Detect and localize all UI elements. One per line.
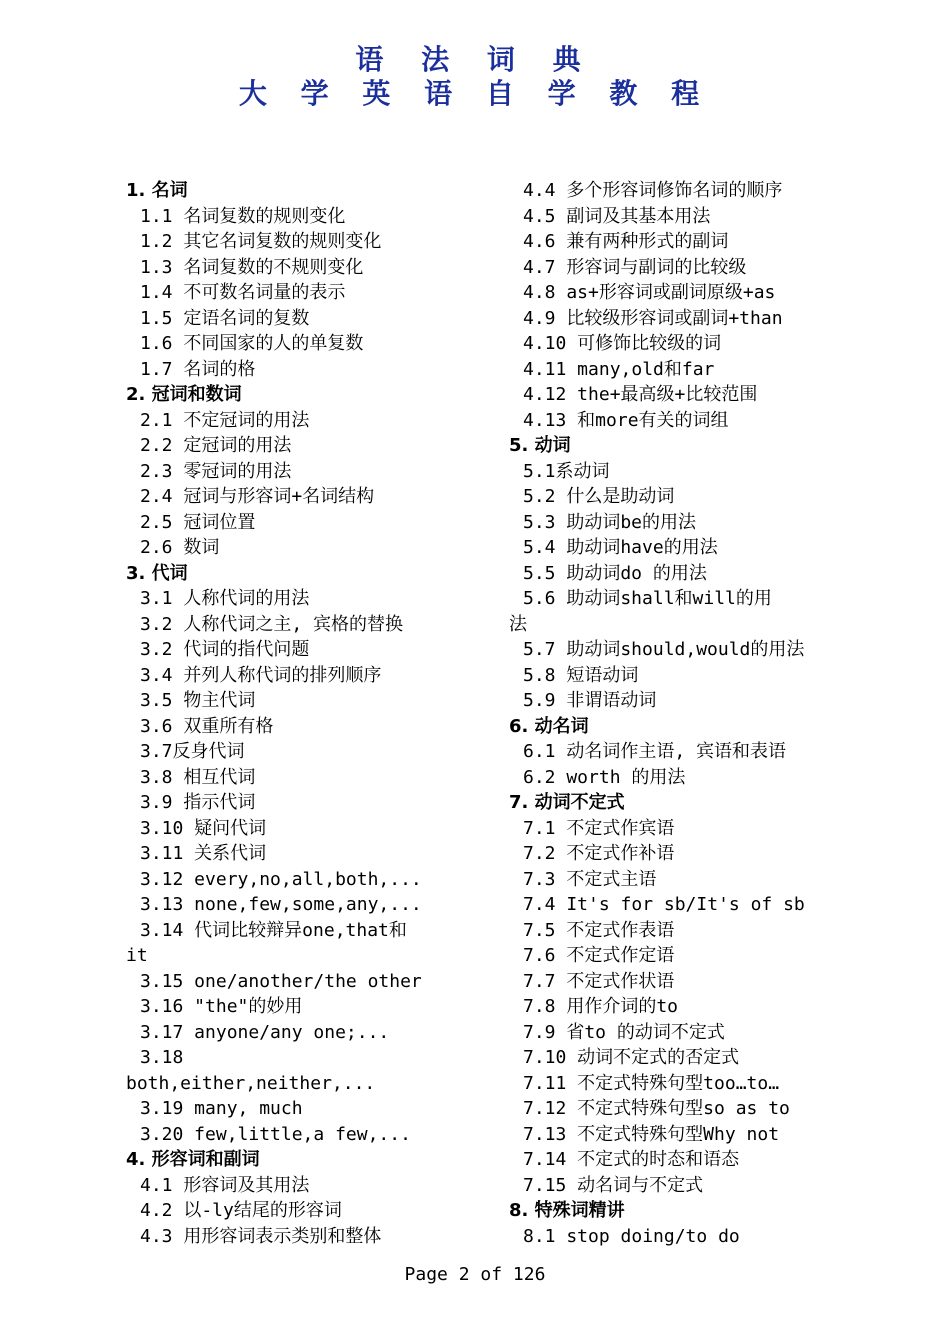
toc-entry: 3.8 相互代词 [140,766,256,788]
toc-entry: 1.3 名词复数的不规则变化 [140,256,364,278]
toc-entry: it [126,945,148,966]
toc-entry: 7.12 不定式特殊句型so as to [523,1098,790,1119]
document-subtitle: 大 学 英 语 自 学 教 程 [238,77,712,110]
toc-entry: 4.4 多个形容词修饰名词的顺序 [523,180,783,201]
toc-entry: 1.4 不可数名词量的表示 [140,282,346,303]
toc-entry: 3.15 one/another/the other [140,970,422,992]
toc-chapter-heading: 6. 动名词 [509,715,589,737]
toc-entry: 4.1 形容词及其用法 [140,1174,310,1196]
toc-entry: 1.6 不同国家的人的单复数 [140,333,364,354]
toc-left-column [126,178,461,1249]
toc-entry: 3.2 代词的指代问题 [140,639,310,660]
toc-entry: 7.1 不定式作宾语 [523,817,675,839]
toc-entry: 2.3 零冠词的用法 [140,460,292,482]
page-footer: Page 2 of 126 [404,1264,546,1285]
toc-entry: 3.19 many, much [140,1098,303,1119]
toc-entry: 7.13 不定式特殊句型Why not [523,1123,780,1145]
toc-entry: 2.1 不定冠词的用法 [140,409,310,431]
toc-entry: 4.13 和more有关的词组 [523,409,729,431]
toc-entry: 6.2 worth 的用法 [523,766,686,788]
toc-entry: 5.5 助动词do 的用法 [523,562,707,584]
toc-entry: 5.8 短语动词 [523,664,639,686]
toc-entry: 7.3 不定式主语 [523,868,657,890]
toc-entry: 4.6 兼有两种形式的副词 [523,231,729,252]
toc-entry: 1.5 定语名词的复数 [140,307,310,329]
toc-entry: 3.7反身代词 [140,741,245,762]
document-title: 语 法 词 典 [355,43,595,76]
toc-chapter-heading: 7. 动词不定式 [509,792,625,813]
toc-entry: 5.3 助动词be的用法 [523,511,697,533]
toc-entry: 7.11 不定式特殊句型too…to… [523,1072,780,1094]
toc-chapter-heading: 8. 特殊词精讲 [509,1200,625,1221]
toc-entry: 7.4 It's for sb/It's of sb [523,894,805,915]
toc-entry: 3.18 [140,1047,184,1068]
toc-entry: 7.9 省to 的动词不定式 [523,1021,725,1043]
toc-entry: 5.4 助动词have的用法 [523,537,718,558]
toc-chapter-heading: 5. 动词 [509,435,571,456]
toc-entry: 3.13 none,few,some,any,... [140,894,422,915]
toc-entry: 7.15 动名词与不定式 [523,1174,704,1196]
toc-entry: both,either,neither,... [126,1072,376,1094]
toc-entry: 法 [509,613,527,635]
toc-entry: 5.9 非谓语动词 [523,690,657,711]
toc-right-column [509,178,849,1249]
toc-entry: 2.4 冠词与形容词+名词结构 [140,486,375,507]
toc-chapter-heading: 3. 代词 [126,562,188,584]
toc-entry: 4.8 as+形容词或副词原级+as [523,282,776,303]
toc-entry: 4.10 可修饰比较级的词 [523,333,722,354]
toc-entry: 1.2 其它名词复数的规则变化 [140,231,382,252]
toc-entry: 4.2 以-ly结尾的形容词 [140,1200,342,1221]
toc-entry: 7.7 不定式作状语 [523,970,675,992]
toc-entry: 6.1 动名词作主语, 宾语和表语 [523,741,787,762]
toc-entry: 3.14 代词比较辩异one,that和 [140,919,407,941]
toc-entry: 3.12 every,no,all,both,... [140,868,422,890]
toc-entry: 3.16 "the"的妙用 [140,996,303,1017]
toc-entry: 7.5 不定式作表语 [523,919,675,941]
toc-entry: 3.6 双重所有格 [140,715,274,737]
toc-entry: 3.2 人称代词之主, 宾格的替换 [140,613,404,635]
toc-entry: 4.7 形容词与副词的比较级 [523,256,747,278]
title-block [0,40,950,114]
toc-entry: 5.2 什么是助动词 [523,486,675,507]
toc-entry: 3.11 关系代词 [140,843,267,864]
toc-entry: 1.7 名词的格 [140,358,256,380]
toc-entry: 5.1系动词 [523,460,610,482]
toc-entry: 4.11 many,old和far [523,358,715,380]
toc-entry: 3.10 疑问代词 [140,817,267,839]
toc-entry: 7.10 动词不定式的否定式 [523,1047,740,1068]
toc-entry: 2.5 冠词位置 [140,511,256,533]
toc-entry: 4.5 副词及其基本用法 [523,205,711,227]
toc-entry: 2.2 定冠词的用法 [140,435,292,456]
toc-entry: 7.6 不定式作定语 [523,945,675,966]
toc-entry: 7.14 不定式的时态和语态 [523,1149,740,1170]
toc-entry: 3.20 few,little,a few,... [140,1123,411,1145]
toc-entry: 5.6 助动词shall和will的用 [523,588,772,609]
toc-chapter-heading: 4. 形容词和副词 [126,1149,260,1170]
toc-entry: 7.2 不定式作补语 [523,843,675,864]
toc-entry: 4.3 用形容词表示类别和整体 [140,1225,382,1247]
toc-entry: 5.7 助动词should,would的用法 [523,639,805,660]
toc-entry: 3.4 并列人称代词的排列顺序 [140,664,382,686]
toc-entry: 8.1 stop doing/to do [523,1225,740,1247]
toc-entry: 3.1 人称代词的用法 [140,588,310,609]
toc-entry: 1.1 名词复数的规则变化 [140,205,346,227]
toc-entry: 2.6 数词 [140,537,220,558]
toc-entry: 7.8 用作介词的to [523,996,679,1017]
toc-chapter-heading: 2. 冠词和数词 [126,384,242,405]
toc-entry: 3.5 物主代词 [140,690,256,711]
toc-entry: 4.9 比较级形容词或副词+than [523,307,783,329]
toc-entry: 3.17 anyone/any one;... [140,1021,390,1043]
toc-chapter-heading: 1. 名词 [126,180,188,201]
toc-entry: 3.9 指示代词 [140,792,256,813]
toc-entry: 4.12 the+最高级+比较范围 [523,384,758,405]
